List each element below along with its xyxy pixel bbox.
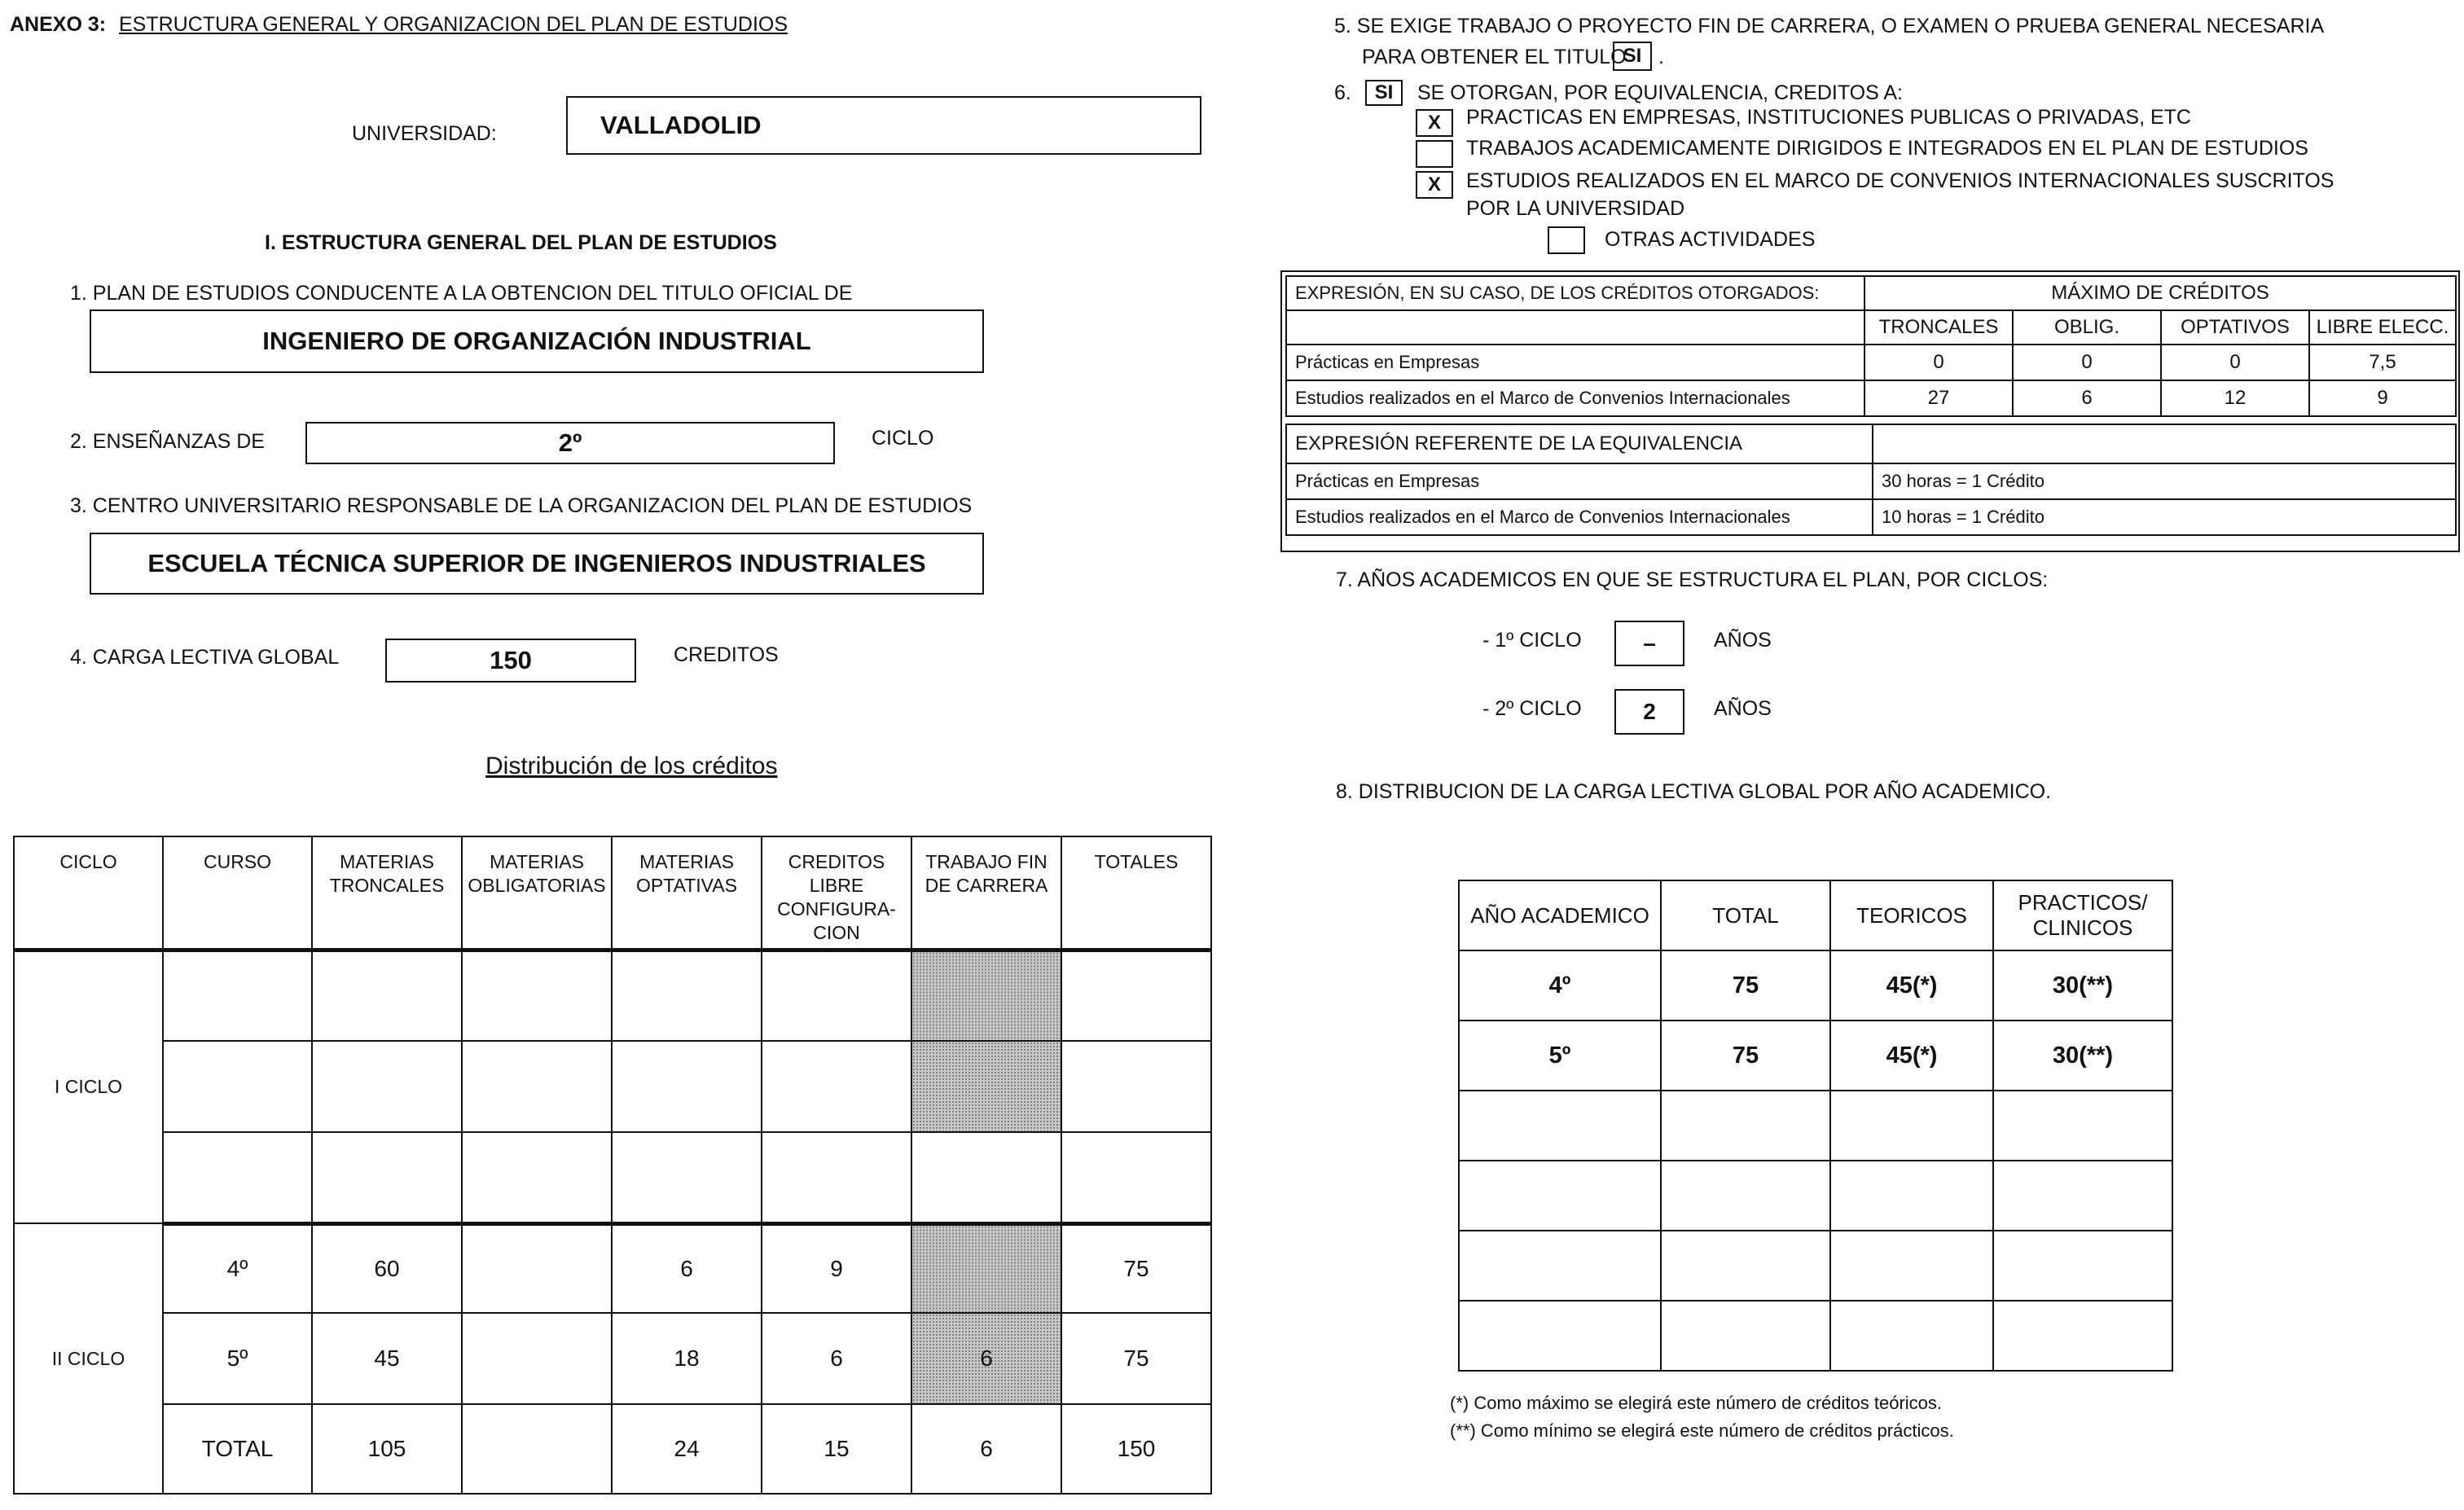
col-header-teoricos: TEORICOS <box>1830 880 1993 950</box>
troncales-cell: 60 <box>312 1223 462 1313</box>
ciclo1-label: I CICLO <box>14 950 163 1223</box>
table-cell <box>1661 1231 1830 1301</box>
table-cell <box>462 1041 612 1132</box>
table-row <box>1459 1021 2172 1091</box>
section-title: I. ESTRUCTURA GENERAL DEL PLAN DE ESTUDIOS <box>265 231 777 254</box>
table-cell <box>1993 1301 2172 1371</box>
table-cell <box>1061 1041 1211 1132</box>
curso-cell: 4º <box>163 1223 312 1313</box>
totales-cell: 150 <box>1061 1404 1211 1494</box>
total-cell: 75 <box>1661 1021 1830 1091</box>
table-cell <box>1830 1091 1993 1161</box>
checkbox-estudios[interactable]: X <box>1416 171 1453 199</box>
table-row <box>1286 345 2456 380</box>
table-row <box>1459 950 2172 1021</box>
item2-suffix: CICLO <box>872 427 934 450</box>
trabajo-cell: 6 <box>911 1404 1061 1494</box>
equivalence-table <box>1285 424 2457 536</box>
curso-cell: TOTAL <box>163 1404 312 1494</box>
trabajo-cell <box>911 1223 1061 1313</box>
cycle1-unit: AÑOS <box>1714 629 1772 652</box>
annex-label: ANEXO 3: <box>10 13 107 36</box>
shaded-cell <box>911 950 1061 1041</box>
col-header-troncales: MATERIAS TRONCALES <box>312 836 462 950</box>
table-cell <box>1873 424 2456 463</box>
col-header-libre: CREDITOS LIBRE CONFIGURA- CION <box>762 836 911 950</box>
item5-end: . <box>1658 46 1664 68</box>
expr-credits-label: EXPRESIÓN, EN SU CASO, DE LOS CRÉDITOS OTORGADOS: <box>1286 276 1864 310</box>
table-cell <box>1661 1301 1830 1371</box>
cycle1-years-field: – <box>1614 621 1684 666</box>
table-cell <box>312 1132 462 1223</box>
equiv-value: 30 horas = 1 Crédito <box>1873 463 2456 499</box>
checkbox-trabajos[interactable] <box>1416 140 1453 168</box>
col-header-ciclo: CICLO <box>14 836 163 950</box>
option-estudios-label-2: POR LA UNIVERSIDAD <box>1466 197 1685 220</box>
checkbox-otras[interactable] <box>1548 226 1585 254</box>
col-header-curso: CURSO <box>163 836 312 950</box>
value-cell: 0 <box>2013 345 2161 380</box>
item6-label: SE OTORGAN, POR EQUIVALENCIA, CREDITOS A: <box>1417 81 1903 104</box>
cycle1-label: - 1º CICLO <box>1482 629 1582 652</box>
item5-line1: 5. SE EXIGE TRABAJO O PROYECTO FIN DE CARRERA, O EXAMEN O PRUEBA GENERAL NECESARIA <box>1334 15 2325 37</box>
troncales-cell: 105 <box>312 1404 462 1494</box>
table-cell <box>1661 1161 1830 1231</box>
item3-label: 3. CENTRO UNIVERSITARIO RESPONSABLE DE LA ORGANIZACION DEL PLAN DE ESTUDIOS <box>70 494 973 517</box>
curso-cell: 5º <box>163 1313 312 1404</box>
table-cell <box>762 1132 911 1223</box>
table-row <box>1286 463 2456 499</box>
item5-line2: PARA OBTENER EL TITULO <box>1362 46 1627 68</box>
table-cell <box>762 1041 911 1132</box>
col-troncales: TRONCALES <box>1864 310 2013 345</box>
optativas-cell: 18 <box>612 1313 762 1404</box>
table-cell <box>312 1041 462 1132</box>
max-credits-label: MÁXIMO DE CRÉDITOS <box>1864 276 2456 310</box>
degree-title-field: INGENIERO DE ORGANIZACIÓN INDUSTRIAL <box>90 309 984 373</box>
teoricos-cell: 45(*) <box>1830 1021 1993 1091</box>
col-header-trabajo: TRABAJO FIN DE CARRERA <box>911 836 1061 950</box>
item6-number: 6. <box>1334 81 1351 104</box>
equiv-label: EXPRESIÓN REFERENTE DE LA EQUIVALENCIA <box>1286 424 1873 463</box>
value-cell: 27 <box>1864 380 2013 416</box>
option-practicas-label: PRACTICAS EN EMPRESAS, INSTITUCIONES PUBLICAS O PRIVADAS, ETC <box>1466 106 2191 129</box>
annex-title: ESTRUCTURA GENERAL Y ORGANIZACION DEL PLAN DE ESTUDIOS <box>119 13 788 36</box>
table-cell <box>1993 1231 2172 1301</box>
libre-cell: 15 <box>762 1404 911 1494</box>
table-cell <box>163 950 312 1041</box>
optativas-cell: 24 <box>612 1404 762 1494</box>
libre-cell: 6 <box>762 1313 911 1404</box>
option-estudios-label: ESTUDIOS REALIZADOS EN EL MARCO DE CONVENIOS INTERNACIONALES SUSCRITOS <box>1466 169 2334 192</box>
year-cell: 5º <box>1459 1021 1661 1091</box>
obligatorias-cell <box>462 1404 612 1494</box>
value-cell: 0 <box>2161 345 2309 380</box>
table-row <box>1286 499 2456 535</box>
table-cell <box>762 950 911 1041</box>
item8-label: 8. DISTRIBUCION DE LA CARGA LECTIVA GLOBAL POR AÑO ACADEMICO. <box>1336 780 2052 803</box>
item7-label: 7. AÑOS ACADEMICOS EN QUE SE ESTRUCTURA EL PLAN, POR CICLOS: <box>1336 568 2049 591</box>
table-cell <box>1459 1231 1661 1301</box>
table-cell <box>1459 1091 1661 1161</box>
cycle2-years-field: 2 <box>1614 689 1684 735</box>
value-cell: 7,5 <box>2309 345 2456 380</box>
col-header-totales: TOTALES <box>1061 836 1211 950</box>
ciclo2-label: II CICLO <box>14 1223 163 1494</box>
table-cell <box>1459 1161 1661 1231</box>
table-cell <box>312 950 462 1041</box>
university-label: UNIVERSIDAD: <box>352 122 497 145</box>
credits-table <box>1285 275 2457 417</box>
col-optativos: OPTATIVOS <box>2161 310 2309 345</box>
teoricos-cell: 45(*) <box>1830 950 1993 1021</box>
value-cell: 0 <box>1864 345 2013 380</box>
table-cell <box>1459 1301 1661 1371</box>
col-header-obligatorias: MATERIAS OBLIGATORIAS <box>462 836 612 950</box>
row-label: Estudios realizados en el Marco de Convenios Internacionales <box>1286 499 1873 535</box>
cycle-field: 2º <box>305 422 835 464</box>
optativas-cell: 6 <box>612 1223 762 1313</box>
table-cell <box>612 1041 762 1132</box>
year-cell: 4º <box>1459 950 1661 1021</box>
option-trabajos-label: TRABAJOS ACADEMICAMENTE DIRIGIDOS E INTEGRADOS EN EL PLAN DE ESTUDIOS <box>1466 137 2308 160</box>
obligatorias-cell <box>462 1313 612 1404</box>
checkbox-practicas[interactable]: X <box>1416 109 1453 137</box>
item1-label: 1. PLAN DE ESTUDIOS CONDUCENTE A LA OBTENCION DEL TITULO OFICIAL DE <box>70 282 853 305</box>
row-label: Prácticas en Empresas <box>1286 463 1873 499</box>
center-field: ESCUELA TÉCNICA SUPERIOR DE INGENIEROS INDUSTRIALES <box>90 533 984 595</box>
row-label: Estudios realizados en el Marco de Convenios Internacionales <box>1286 380 1864 416</box>
table-cell <box>1830 1301 1993 1371</box>
table-cell <box>1286 310 1864 345</box>
col-libre: LIBRE ELECC. <box>2309 310 2456 345</box>
practicos-cell: 30(**) <box>1993 950 2172 1021</box>
table-cell <box>911 1132 1061 1223</box>
load-field: 150 <box>385 639 636 683</box>
yearly-load-table <box>1458 880 2173 1372</box>
table-cell <box>462 1132 612 1223</box>
item2-label: 2. ENSEÑANZAS DE <box>70 430 265 453</box>
university-field: VALLADOLID <box>566 96 1201 155</box>
col-header-total: TOTAL <box>1661 880 1830 950</box>
libre-cell: 9 <box>762 1223 911 1313</box>
table-row <box>14 1223 1211 1313</box>
value-cell: 9 <box>2309 380 2456 416</box>
footnote-1: (*) Como máximo se elegirá este número de créditos teóricos. <box>1450 1393 1943 1413</box>
value-cell: 12 <box>2161 380 2309 416</box>
item6-value-box: SI <box>1365 80 1403 106</box>
footnote-2: (**) Como mínimo se elegirá este número de créditos prácticos. <box>1450 1420 1954 1441</box>
col-oblig: OBLIG. <box>2013 310 2161 345</box>
cycle2-unit: AÑOS <box>1714 697 1772 720</box>
table-cell <box>163 1041 312 1132</box>
table-row <box>1286 380 2456 416</box>
equiv-value: 10 horas = 1 Crédito <box>1873 499 2456 535</box>
table-cell <box>1061 950 1211 1041</box>
table-cell <box>1993 1161 2172 1231</box>
distribution-title: Distribución de los créditos <box>485 753 778 779</box>
table-cell <box>612 950 762 1041</box>
totales-cell: 75 <box>1061 1313 1211 1404</box>
shaded-cell <box>911 1041 1061 1132</box>
table-cell <box>1830 1231 1993 1301</box>
col-header-practicos: PRACTICOS/ CLINICOS <box>1993 880 2172 950</box>
table-cell <box>462 950 612 1041</box>
item4-label: 4. CARGA LECTIVA GLOBAL <box>70 646 340 669</box>
item4-suffix: CREDITOS <box>674 643 779 666</box>
row-label: Prácticas en Empresas <box>1286 345 1864 380</box>
table-cell <box>163 1132 312 1223</box>
table-cell <box>1661 1091 1830 1161</box>
table-row <box>14 1404 1211 1494</box>
table-row <box>14 1313 1211 1404</box>
trabajo-cell: 6 <box>911 1313 1061 1404</box>
obligatorias-cell <box>462 1223 612 1313</box>
credits-distribution-table <box>13 836 1212 1495</box>
option-otras-label: OTRAS ACTIVIDADES <box>1605 228 1816 251</box>
col-header-optativas: MATERIAS OPTATIVAS <box>612 836 762 950</box>
table-cell <box>612 1132 762 1223</box>
table-cell <box>1993 1091 2172 1161</box>
table-cell <box>1061 1132 1211 1223</box>
troncales-cell: 45 <box>312 1313 462 1404</box>
practicos-cell: 30(**) <box>1993 1021 2172 1091</box>
table-cell <box>1830 1161 1993 1231</box>
value-cell: 6 <box>2013 380 2161 416</box>
totales-cell: 75 <box>1061 1223 1211 1313</box>
total-cell: 75 <box>1661 950 1830 1021</box>
cycle2-label: - 2º CICLO <box>1482 697 1582 720</box>
col-header-year: AÑO ACADEMICO <box>1459 880 1661 950</box>
item5-value-box: SI <box>1613 42 1652 71</box>
